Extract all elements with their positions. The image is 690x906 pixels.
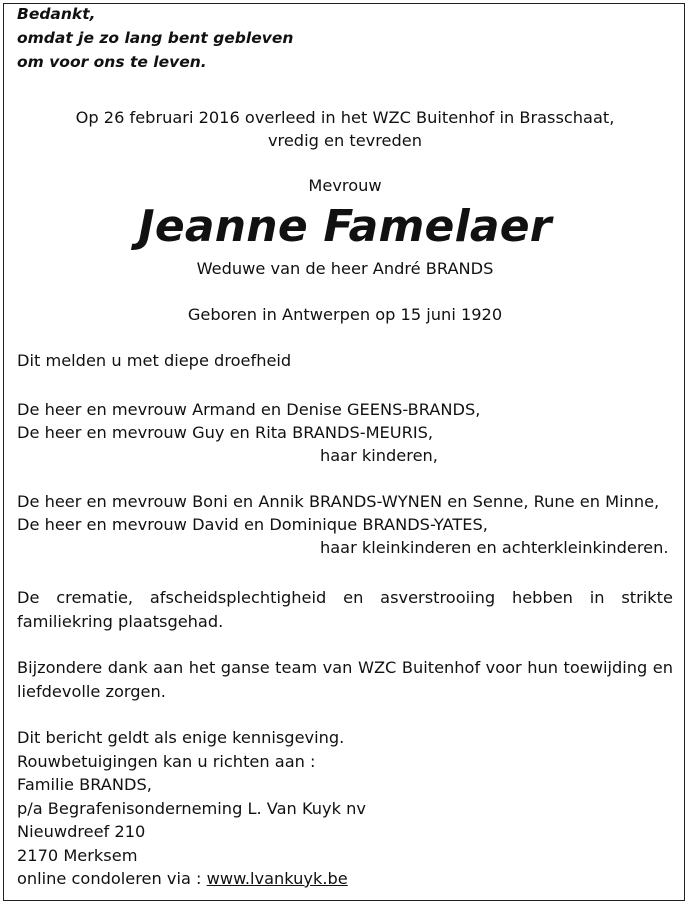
grandchildren-line-2: De heer en mevrouw David en Dominique BRANDS-YATES, (17, 515, 488, 534)
thanks-line-2: liefdevolle zorgen. (17, 682, 166, 701)
children-line-2: De heer en mevrouw Guy en Rita BRANDS-MEURIS, (17, 423, 434, 442)
thanks-paragraph (17, 656, 673, 704)
death-line-1: Op 26 februari 2016 overleed in het WZC Buitenhof in Brasschaat, (75, 108, 615, 127)
grandchildren-block (17, 490, 673, 559)
announcement-line: Dit melden u met diepe droefheid (17, 351, 292, 370)
notice-line-6: 2170 Merksem (17, 845, 138, 865)
motto (17, 2, 293, 74)
person-title: Mevrouw (308, 176, 382, 195)
cremation-line-2: familiekring plaatsgehad. (17, 612, 224, 631)
notice-line-3: Familie BRANDS, (17, 775, 152, 794)
death-announcement (0, 106, 690, 152)
notice-block (17, 726, 366, 891)
cremation-paragraph (17, 586, 673, 634)
cremation-line-1: De crematie, afscheidsplechtigheid en asverstrooiing hebben in strikte (17, 588, 673, 607)
death-line-2: vredig en tevreden (267, 131, 423, 150)
grandchildren-label: haar kleinkinderen en achterkleinkinderen. (320, 538, 669, 557)
deceased-name: Jeanne Famelaer (138, 201, 552, 252)
thanks-line-1: Bijzondere dank aan het ganse team van WZC Buitenhof voor hun toewijding en (17, 658, 673, 677)
children-block (17, 398, 673, 467)
grandchildren-line-1: De heer en mevrouw Boni en Annik BRANDS-WYNEN en Senne, Rune en Minne, (17, 492, 660, 511)
notice-line-1: Dit bericht geldt als enige kennisgeving. (17, 728, 345, 747)
online-condolence-line (17, 867, 366, 891)
motto-line-1: Bedankt, (17, 5, 96, 23)
website-link[interactable]: www.lvankuyk.be (206, 869, 348, 888)
motto-line-3: om voor ons te leven. (17, 53, 207, 71)
motto-line-2: omdat je zo lang bent gebleven (17, 29, 294, 47)
notice-line-4: p/a Begrafenisonderneming L. Van Kuyk nv (17, 798, 366, 818)
notice-line-2: Rouwbetuigingen kan u richten aan : (17, 751, 316, 771)
birth-line: Geboren in Antwerpen op 15 juni 1920 (187, 305, 503, 324)
widow-line: Weduwe van de heer André BRANDS (196, 259, 494, 278)
children-line-1: De heer en mevrouw Armand en Denise GEENS-BRANDS, (17, 400, 481, 419)
children-label: haar kinderen, (320, 446, 438, 465)
notice-line-5: Nieuwdreef 210 (17, 822, 146, 841)
online-label: online condoleren via : (17, 869, 207, 888)
